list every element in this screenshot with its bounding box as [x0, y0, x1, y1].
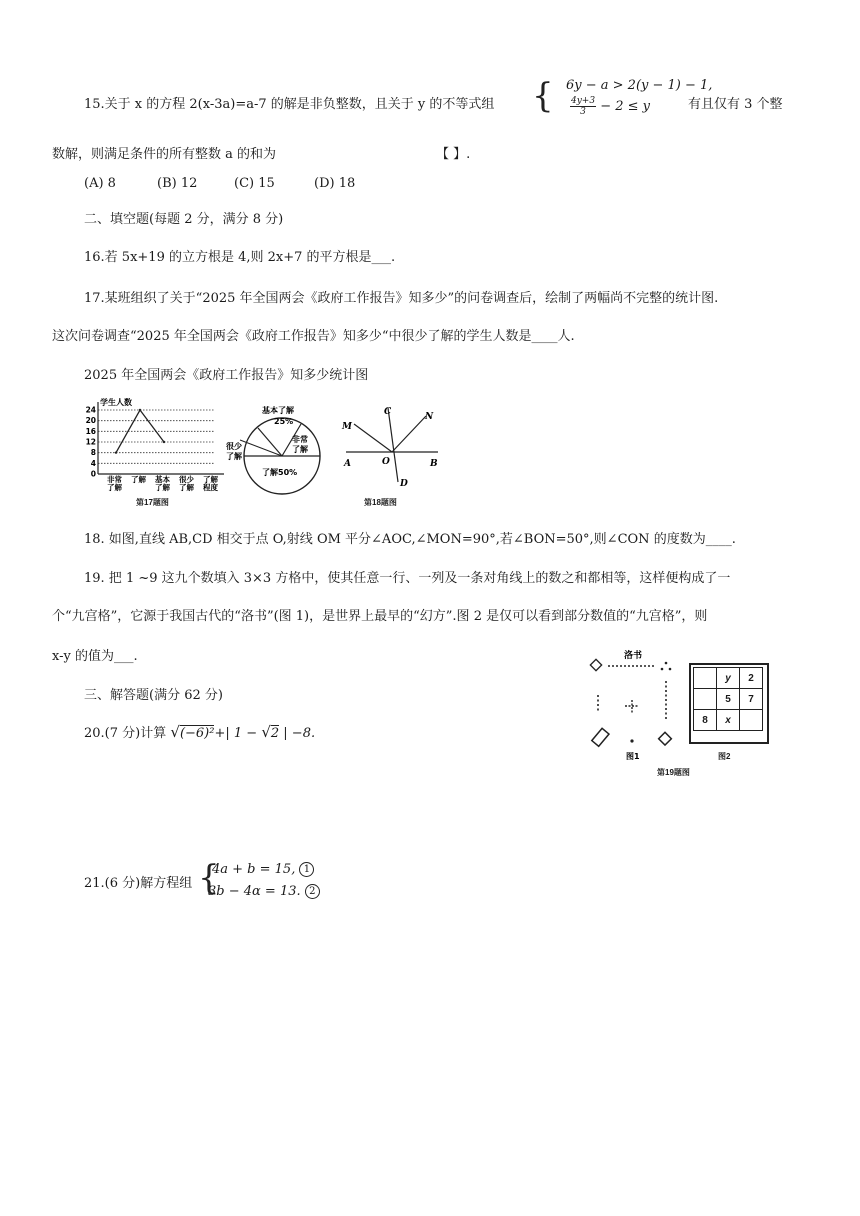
pie-label-very-1: 非常	[292, 435, 308, 444]
luoshu-dot	[665, 662, 668, 665]
q15-inequality-1: 6y − a > 2(y − 1) − 1,	[566, 78, 713, 93]
pie-label-basic-pct: 25%	[274, 417, 294, 426]
section-3-heading: 三、解答题(满分 62 分)	[84, 688, 223, 703]
fig19-magic-square	[693, 667, 763, 731]
fig18-caption: 第18题图	[364, 498, 397, 507]
circled-number-1: 1	[299, 862, 314, 877]
q21-prefix: 21.(6 分)解方程组	[84, 876, 193, 891]
grid-cell	[694, 668, 717, 689]
ray-om	[354, 424, 392, 452]
fig19-luoshu	[586, 645, 686, 761]
q15-inequality-2	[570, 96, 650, 117]
q20-radicand: (−6)²	[179, 726, 215, 741]
grid-cell: x	[717, 710, 740, 731]
q17-chart-title: 2025 年全国两会《政府工作报告》知多少统计图	[84, 368, 369, 383]
q20-sqrt2: 2	[270, 726, 280, 741]
pie-label-know: 了解50%	[262, 468, 298, 477]
grid-cell: y	[717, 668, 740, 689]
data-point	[115, 451, 117, 453]
fig19-fig1-label: 图1	[626, 752, 640, 761]
q19-line-3: x-y 的值为___.	[52, 649, 138, 664]
q15-fraction-denominator: 3	[580, 107, 586, 117]
pie-label-little-1: 很少	[226, 442, 242, 451]
luoshu-diamond-br	[659, 732, 672, 745]
luoshu-label: 洛书	[624, 651, 643, 661]
luoshu-dot	[661, 668, 664, 671]
x-tick-label: 基本	[155, 475, 170, 484]
grid-cell	[740, 710, 763, 731]
q21-eq1-text: 4a + b = 15,	[212, 862, 296, 877]
section-2-heading: 二、填空题(每题 2 分，满分 8 分)	[84, 212, 284, 227]
x-tick-label: 非常	[107, 475, 122, 484]
system-brace: {	[198, 858, 220, 898]
grid-cell: 5	[717, 689, 740, 710]
fig17-caption: 第17题图	[136, 498, 169, 507]
q15-text-c: 数解，则满足条件的所有整数 a 的和为	[52, 147, 277, 162]
q15-option-c: (C) 15	[234, 176, 275, 191]
q21-eq2	[208, 884, 320, 899]
luoshu-rect-bl	[592, 728, 609, 746]
sqrt-sign-icon: √	[170, 723, 180, 741]
fig19-caption: 第19题图	[657, 768, 690, 777]
q17-line-2: 这次问卷调查“2025 年全国两会《政府工作报告》知多少“中很少了解的学生人数是____人.	[52, 329, 575, 344]
x-tick-label: 了解	[155, 483, 170, 492]
q15-text-a: 15.关于 x 的方程 2(x-3a)=a-7 的解是非负整数，且关于 y 的不等式组	[84, 97, 495, 112]
fig17-pie-chart	[222, 402, 328, 496]
y-tick-label: 0	[90, 469, 96, 479]
q18-text: 18. 如图,直线 AB,CD 相交于点 O,射线 OM 平分∠AOC,∠MON=90°,若∠BON=50°,则∠CON 的度数为____.	[84, 532, 736, 547]
q15-option-d: (D) 18	[314, 176, 356, 191]
q15-option-a: (A) 8	[84, 176, 116, 191]
pie-label-little-2: 了解	[226, 452, 242, 461]
q20-middle: +| 1 −	[214, 726, 262, 741]
q17-line-1: 17.某班组织了关于“2025 年全国两会《政府工作报告》知多少”的问卷调查后，绘制了两幅尚不完整的统计图.	[84, 291, 719, 306]
q15-text-b: 有且仅有 3 个整	[688, 97, 783, 112]
label-m: M	[342, 422, 352, 432]
q15-fraction-numerator: 4y+3	[571, 96, 596, 106]
luoshu-dot	[669, 668, 672, 671]
line-cd	[388, 408, 398, 482]
q21-eq1	[212, 862, 314, 877]
x-tick-label: 程度	[203, 483, 218, 492]
q16-text: 16.若 5x+19 的立方根是 4,则 2x+7 的平方根是___.	[84, 250, 396, 265]
label-o: O	[382, 457, 390, 467]
y-tick-label: 12	[86, 437, 96, 447]
label-d: D	[400, 479, 408, 486]
label-b: B	[430, 459, 438, 469]
q19-line-2: 个“九宫格”，它源于我国古代的“洛书”(图 1)，是世界上最早的“幻方”.图 2 是仅可以看到部分数值的“九宫格”，则	[52, 609, 708, 624]
q20-suffix: | −8.	[279, 726, 316, 741]
y-tick-label: 8	[90, 448, 96, 458]
sqrt-sign-icon: √	[261, 723, 271, 741]
grid-cell: 8	[694, 710, 717, 731]
fig17-ylabel: 学生人数	[100, 398, 132, 407]
pie-label-very-2: 了解	[292, 445, 308, 454]
x-tick-label: 了解	[203, 475, 218, 484]
system-brace: {	[532, 76, 554, 116]
q15-option-b: (B) 12	[157, 176, 198, 191]
fig19-fig2-label: 图2	[718, 752, 731, 761]
ray-on	[392, 416, 426, 452]
q19-line-1: 19. 把 1 ~9 这九个数填入 3×3 方格中，使其任意一行、一列及一条对角线上的数之和都相等，这样便构成了一	[84, 571, 731, 586]
luoshu-diamond-tl	[590, 659, 601, 670]
q15-inequality-2-rest: − 2 ≤ y	[600, 99, 651, 114]
data-point	[139, 409, 141, 411]
q21-eq2-text: 3b − 4α = 13.	[208, 884, 301, 899]
data-point	[163, 441, 165, 443]
q20-prefix: 20.(7 分)计算	[84, 726, 167, 741]
y-tick-label: 4	[90, 458, 96, 468]
fig18-diagram	[340, 400, 444, 486]
label-n: N	[425, 412, 434, 422]
fig17-line-chart	[86, 396, 236, 508]
label-a: A	[344, 459, 351, 469]
circled-number-2: 2	[305, 884, 320, 899]
grid-cell	[694, 689, 717, 710]
y-tick-label: 24	[86, 405, 96, 415]
x-tick-label: 了解	[107, 483, 122, 492]
luoshu-dot	[630, 739, 633, 742]
y-tick-label: 16	[86, 426, 96, 436]
q20-text	[84, 722, 315, 741]
x-tick-label: 了解	[131, 475, 146, 484]
grid-cell: 2	[740, 668, 763, 689]
q15-answer-bracket: 【 】.	[436, 147, 471, 162]
grid-cell: 7	[740, 689, 763, 710]
y-tick-label: 20	[86, 416, 96, 426]
label-c: C	[384, 407, 392, 417]
pie-label-basic: 基本了解	[262, 406, 294, 415]
x-tick-label: 了解	[179, 483, 194, 492]
x-tick-label: 很少	[179, 475, 194, 484]
